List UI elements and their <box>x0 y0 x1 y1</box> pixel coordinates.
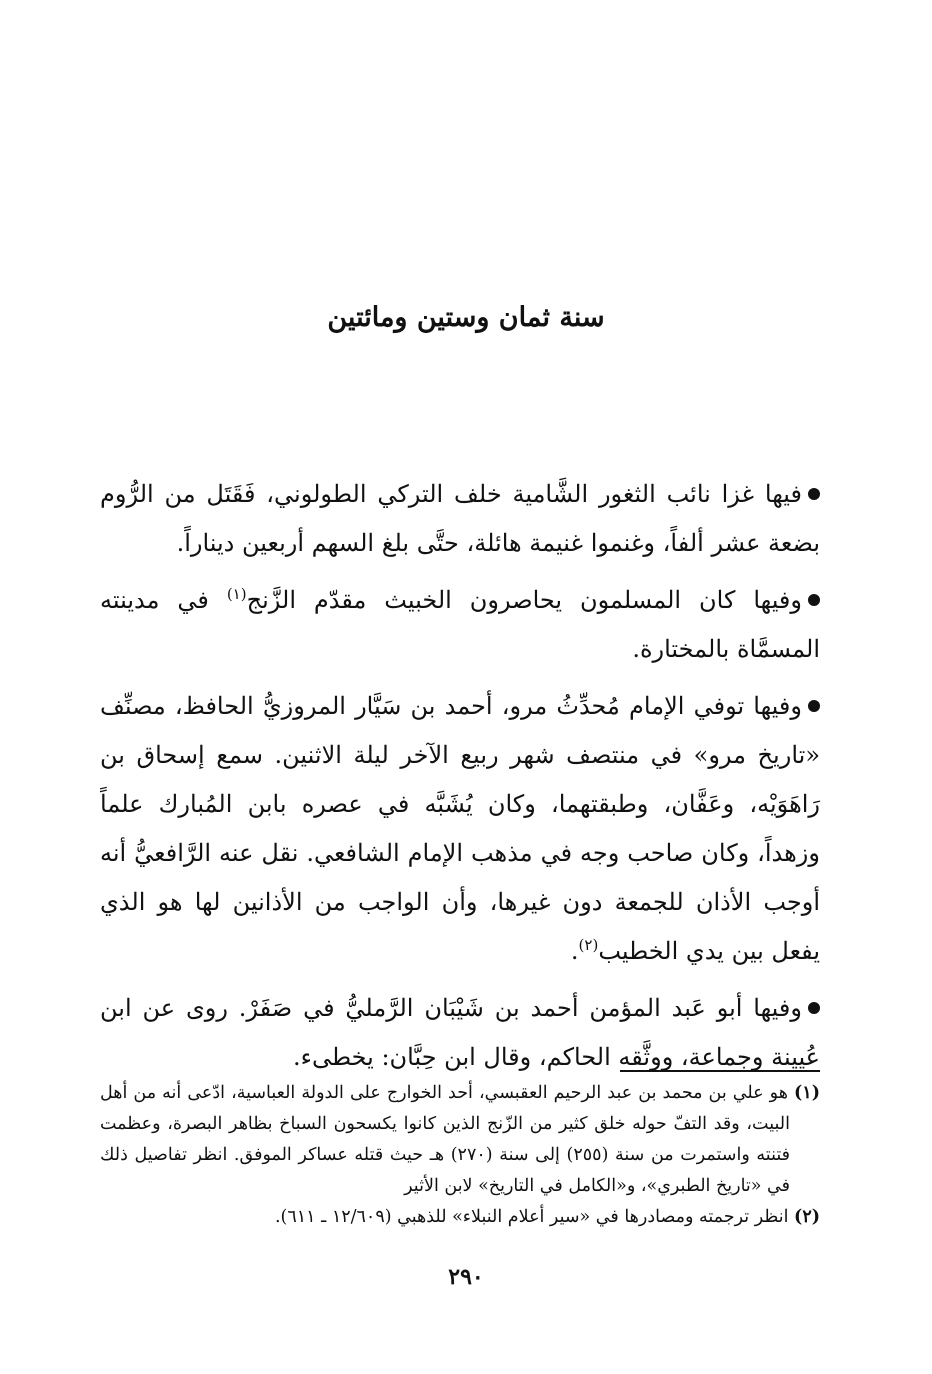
footnote-divider <box>620 1070 820 1072</box>
main-text <box>100 470 820 1090</box>
footnote-text: هو علي بن محمد بن عبد الرحيم العقبسي، أحد الخوارج على الدولة العباسية، ادّعى أنه من أهل البيت، وقد التفّ حوله خلق كثير من الزّنج الذين كانوا يكسحون السباخ بظاهر البصرة، وعظمت فتنته واستمرت من سنة (٢٥٥) إلى سنة (٢٧٠) هـ حيث قتله عساكر الموفق. انظر تفاصيل ذلك في «تاريخ الطبري»، و«الكامل في التاريخ» لابن الأثير <box>100 1083 790 1196</box>
paragraph <box>100 470 820 568</box>
footnote-number: (٢) <box>794 1207 820 1227</box>
footnotes <box>100 1078 820 1233</box>
footnote-ref[interactable]: (٢) <box>578 936 599 954</box>
bullet-icon <box>808 1002 820 1014</box>
footnote <box>100 1078 820 1202</box>
paragraph <box>100 682 820 976</box>
chapter-title: سنة ثمان وستين ومائتين <box>327 302 605 333</box>
bullet-icon <box>808 594 820 606</box>
bullet-icon <box>808 700 820 712</box>
paragraph-text: وفيها أبو عَبد المؤمن أحمد بن شَيْبَان الرَّمليُّ في صَفَرْ. روى عن ابن عُيينة وجماعة، ووثَّقه الحاكم، وقال ابن حِبَّان: يخطىء. <box>100 994 820 1071</box>
paragraph-text: في مدينته المسمَّاة بالمختارة. <box>100 586 820 663</box>
paragraph-text: . <box>570 937 579 965</box>
paragraph <box>100 576 820 674</box>
footnote-text: انظر ترجمته ومصادرها في «سير أعلام النبلاء» للذهبي (١٢/٦٠٩ ـ ٦١١). <box>274 1207 789 1227</box>
paragraph <box>100 984 820 1082</box>
paragraph-text: وفيها توفي الإمام مُحدِّثُ مرو، أحمد بن سَيَّار المروزيُّ الحافظ، مصنِّف «تاريخ مرو» في منتصف شهر ربيع الآخر ليلة الاثنين. سمع إسحاق بن رَاهَوَيْه، وعَفَّان، وطبقتهما، وكان يُشَبَّه في عصره بابن المُبارك علماً وزهداً، وكان صاحب وجه في مذهب الإمام الشافعي. نقل عنه الرَّافعيُّ أنه أوجب الأذان للجمعة دون غيرها، وأن الواجب من الأذانين لها هو الذي يفعل بين يدي الخطيب <box>100 692 820 965</box>
page-number: ٢٩٠ <box>448 1264 484 1290</box>
bullet-icon <box>808 488 820 500</box>
footnote <box>100 1202 820 1233</box>
footnote-ref[interactable]: (١) <box>226 585 247 603</box>
paragraph-text: وفيها كان المسلمون يحاصرون الخبيث مقدّم الزَّنج <box>246 586 802 614</box>
footnote-number: (١) <box>794 1083 820 1103</box>
paragraph-text: فيها غزا نائب الثغور الشَّامية خلف التركي الطولوني، فَقَتَل من الرُّوم بضعة عشر ألفاً، وغنموا غنيمة هائلة، حتَّى بلغ السهم أربعين ديناراً. <box>100 480 820 557</box>
